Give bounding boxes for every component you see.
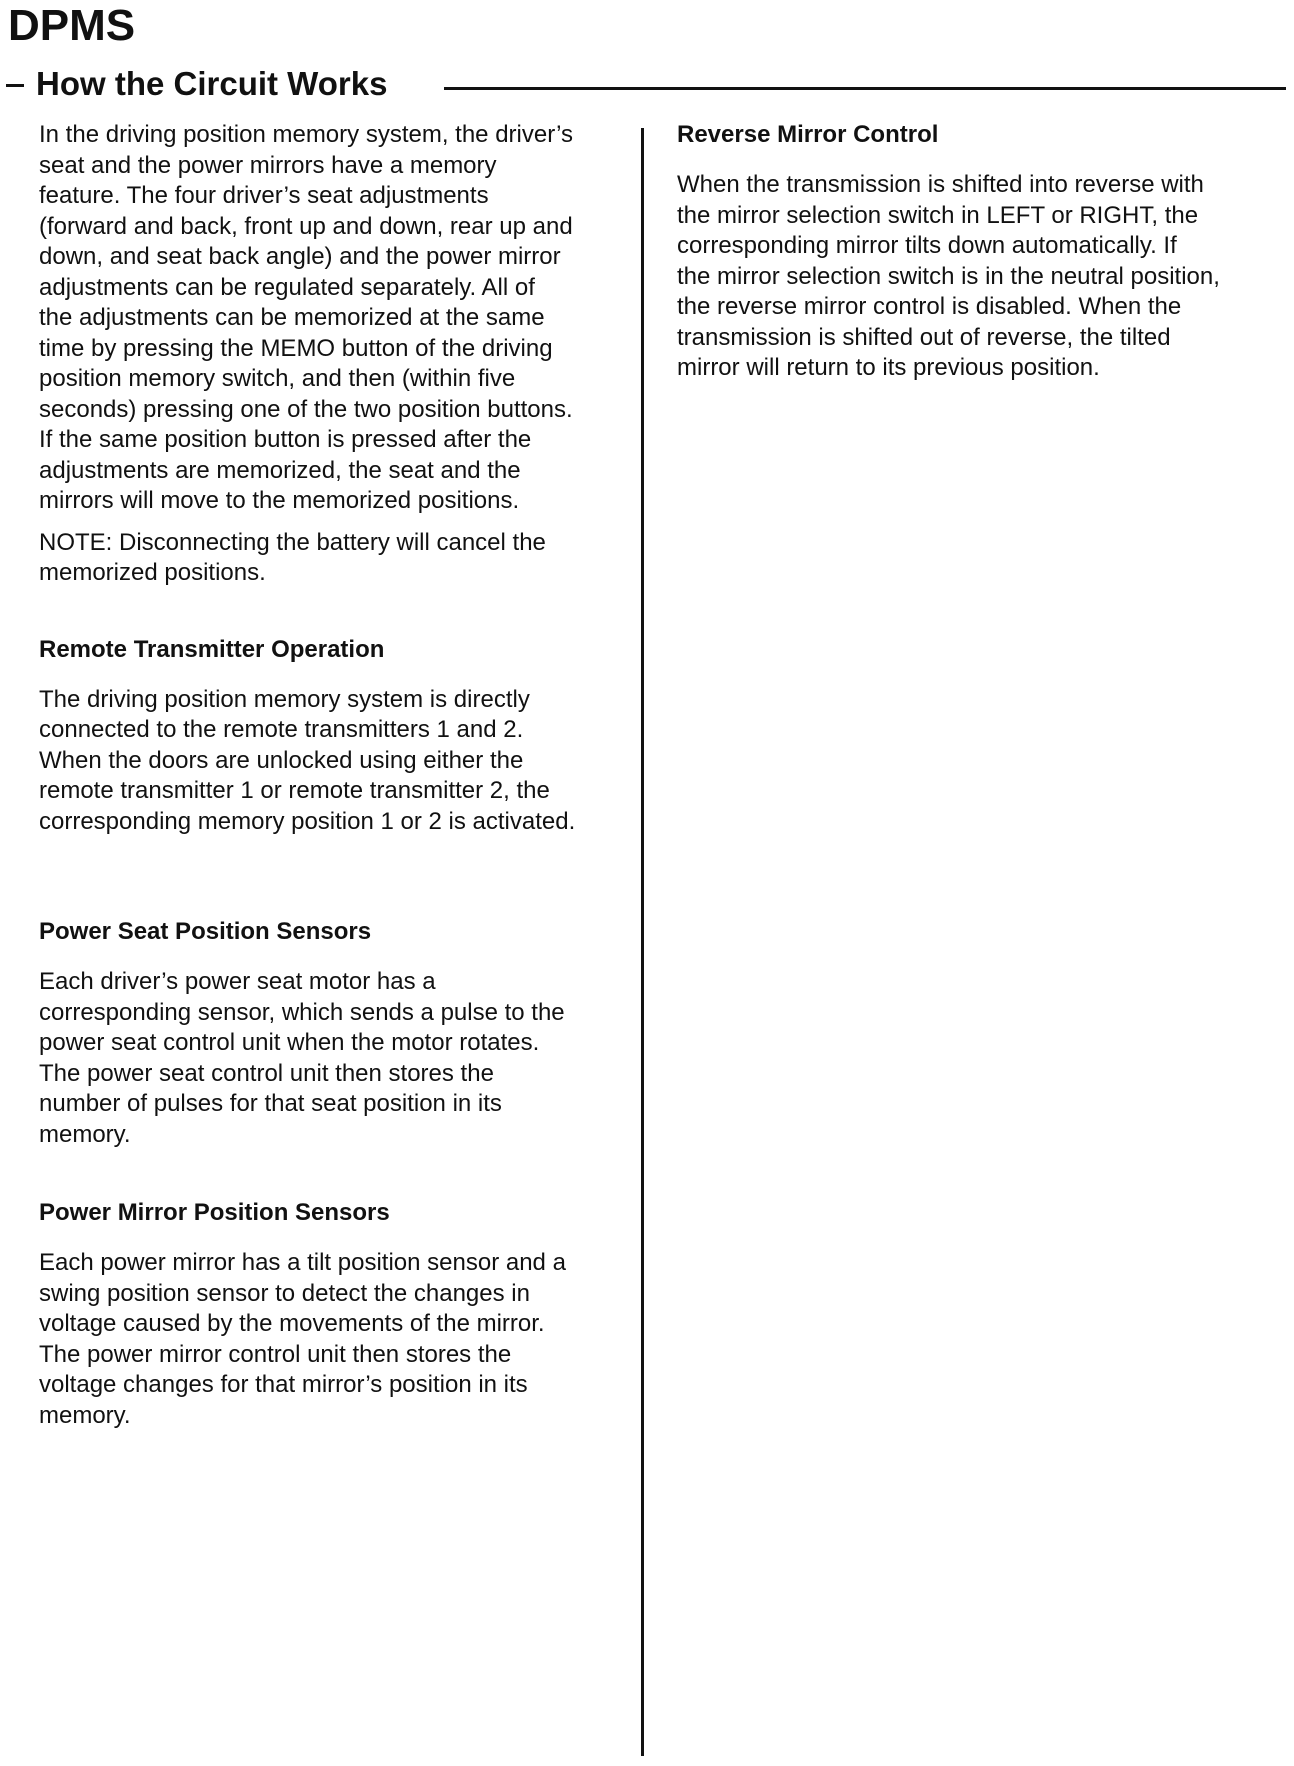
seat-sensors-heading: Power Seat Position Sensors — [39, 918, 372, 945]
reverse-mirror-heading: Reverse Mirror Control — [677, 121, 939, 148]
section-title: How the Circuit Works — [36, 65, 388, 102]
reverse-mirror-paragraph: When the transmission is shifted into reverse with the mirror selection switch in LEFT or RIGHT, the corresponding mirror tilts down automatically. If the mirror selection switch is in the neutral position, the reverse mirror control is disabled. When the transmission is shifted out of reverse, the tilted mirror will return to its previous position. — [677, 171, 1220, 381]
mirror-sensors-paragraph: Each power mirror has a tilt position sensor and a swing position sensor to detect the changes in voltage caused by the movements of the mirror. The power mirror control unit then stores the voltage changes for that mirror’s position in its memory. — [39, 1249, 566, 1429]
document-title: DPMS — [8, 1, 136, 50]
left-column — [39, 120, 619, 1431]
mirror-sensors-heading: Power Mirror Position Sensors — [39, 1199, 390, 1226]
column-divider — [641, 128, 644, 1756]
section-header — [6, 60, 1288, 110]
right-column — [677, 120, 1277, 384]
intro-paragraph: In the driving position memory system, the driver’s seat and the power mirrors have a memory feature. The four driver’s seat adjustments (forward and back, front up and down, rear up and down, and seat back angle) and the power mirror adjustments can be regulated separately. All of the adjustments can be memorized at the same time by pressing the MEMO button of the driving position memory switch, and then (within five seconds) pressing one of the two position buttons. If the same position button is pressed after the adjustments are memorized, the seat and the mirrors will move to the memorized positions. — [39, 121, 573, 514]
section-dash — [6, 84, 24, 87]
seat-sensors-paragraph: Each driver’s power seat motor has a corresponding sensor, which sends a pulse to the power seat control unit when the motor rotates. The power seat control unit then stores the number of pulses for that seat position in its memory. — [39, 968, 565, 1148]
note-paragraph: NOTE: Disconnecting the battery will cancel the memorized positions. — [39, 528, 546, 586]
section-rule — [444, 87, 1286, 90]
remote-transmitter-paragraph: The driving position memory system is directly connected to the remote transmitters 1 and 2. When the doors are unlocked using either the remote transmitter 1 or remote transmitter 2, the corresponding memory position 1 or 2 is activated. — [39, 685, 576, 835]
remote-transmitter-heading: Remote Transmitter Operation — [39, 635, 385, 663]
